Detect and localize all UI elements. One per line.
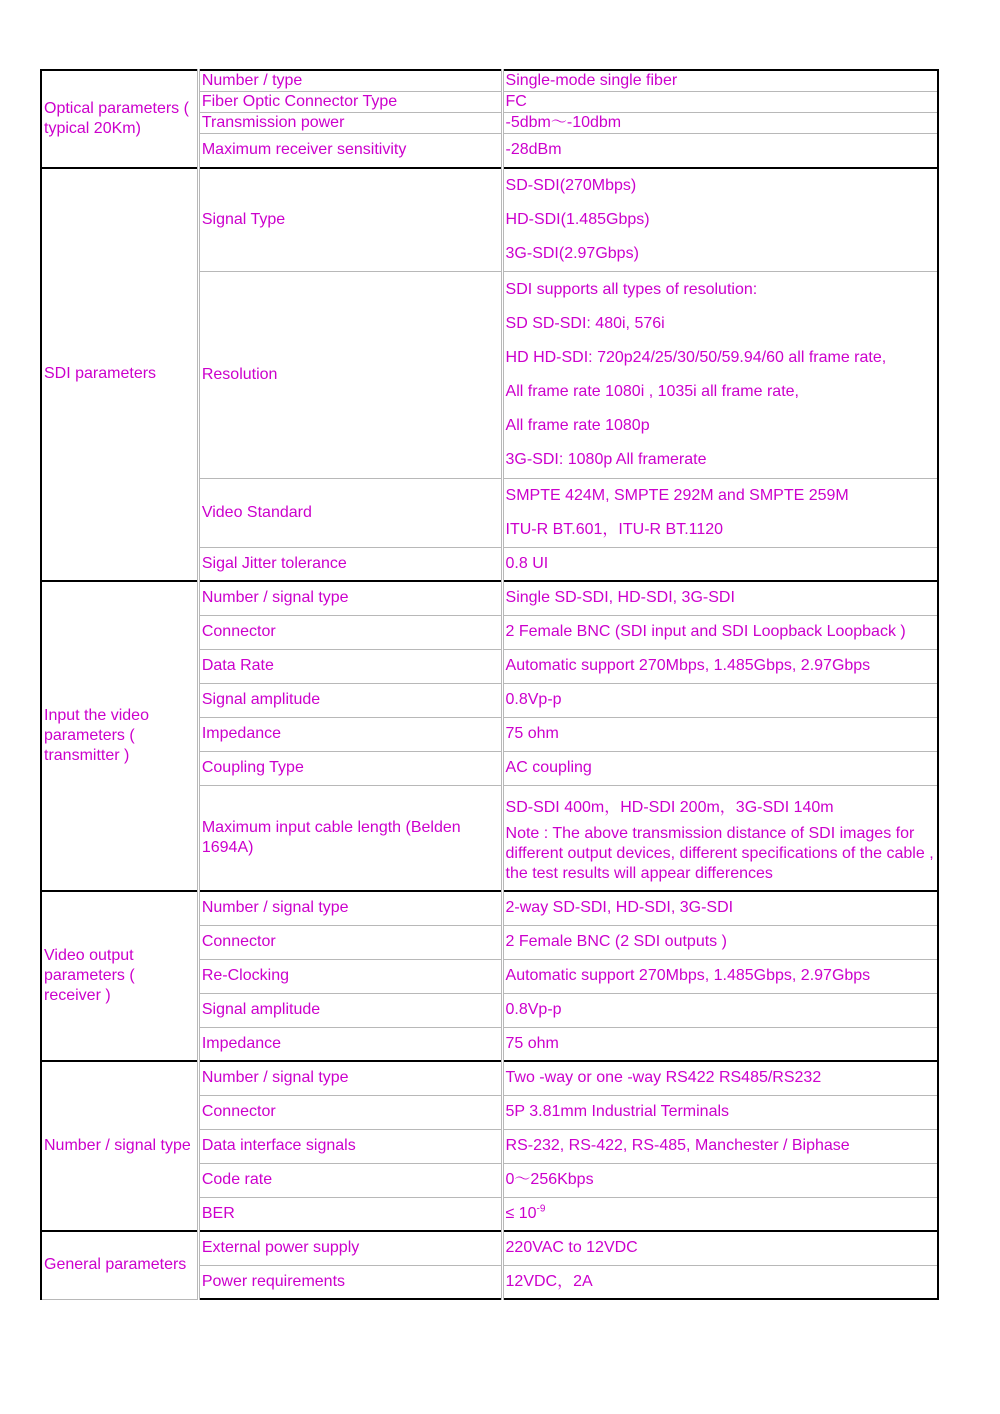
param-cell: Signal Type — [198, 168, 502, 272]
value-line: HD HD-SDI: 720p24/25/30/50/59.94/60 all frame rate, — [505, 348, 887, 366]
table-row — [41, 1061, 938, 1095]
param-cell: Sigal Jitter tolerance — [198, 547, 502, 581]
param-cell: Number / type — [198, 70, 502, 92]
table-row — [41, 581, 938, 615]
value-line: 3G-SDI: 1080p All framerate — [505, 450, 707, 468]
value-cell — [502, 478, 938, 547]
value-cell: 0.8 UI — [502, 547, 938, 581]
param-cell: Number / signal type — [198, 891, 502, 925]
param-cell: Maximum receiver sensitivity — [198, 134, 502, 168]
value-line: ITU-R BT.601，ITU-R BT.1120 — [505, 520, 724, 538]
value-cell: 0.8Vp-p — [502, 683, 938, 717]
value-cell: Automatic support 270Mbps, 1.485Gbps, 2.97Gbps — [502, 649, 938, 683]
param-cell: Data Rate — [198, 649, 502, 683]
param-cell: External power supply — [198, 1231, 502, 1265]
value-cell: Single-mode single fiber — [502, 70, 938, 92]
note-text: Note : The above transmission distance of SDI images for different output devices, different specifications of the cable , the test results will appear differences — [505, 824, 934, 882]
value-line: All frame rate 1080i , 1035i all frame rate, — [505, 382, 799, 400]
value-cell: Automatic support 270Mbps, 1.485Gbps, 2.97Gbps — [502, 959, 938, 993]
value-line: SMPTE 424M, SMPTE 292M and SMPTE 259M — [505, 486, 849, 504]
param-cell: Number / signal type — [198, 1061, 502, 1095]
value-cell: Two -way or one -way RS422 RS485/RS232 — [502, 1061, 938, 1095]
category-data: Number / signal type — [41, 1061, 198, 1231]
value-line: SDI supports all types of resolution: — [505, 280, 758, 298]
category-video-output: Video output parameters ( receiver ) — [41, 891, 198, 1061]
value-cell: 2 Female BNC (2 SDI outputs ) — [502, 925, 938, 959]
param-cell: Resolution — [198, 271, 502, 478]
value-cell: 12VDC，2A — [502, 1265, 938, 1299]
value-cell — [502, 168, 938, 272]
table-row — [41, 1231, 938, 1265]
param-cell: Coupling Type — [198, 751, 502, 785]
param-cell: Impedance — [198, 717, 502, 751]
param-cell: Fiber Optic Connector Type — [198, 92, 502, 113]
value-cell — [502, 785, 938, 891]
value-line: SD-SDI(270Mbps) — [505, 176, 637, 194]
category-general: General parameters — [41, 1231, 198, 1299]
ber-exponent: -9 — [536, 1203, 546, 1215]
value-cell: 5P 3.81mm Industrial Terminals — [502, 1095, 938, 1129]
category-sdi: SDI parameters — [41, 168, 198, 582]
value-line: SD SD-SDI: 480i, 576i — [505, 314, 665, 332]
value-cell: 0～256Kbps — [502, 1163, 938, 1197]
value-cell: -28dBm — [502, 134, 938, 168]
param-cell: Transmission power — [198, 113, 502, 134]
param-cell: Signal amplitude — [198, 683, 502, 717]
category-optical: Optical parameters ( typical 20Km) — [41, 70, 198, 168]
param-cell: Connector — [198, 1095, 502, 1129]
table-row — [41, 891, 938, 925]
value-cell: RS-232, RS-422, RS-485, Manchester / Biphase — [502, 1129, 938, 1163]
table-row — [41, 168, 938, 272]
value-cell — [502, 271, 938, 478]
value-cell — [502, 1197, 938, 1231]
param-cell: Maximum input cable length (Belden 1694A) — [198, 785, 502, 891]
param-cell: Data interface signals — [198, 1129, 502, 1163]
value-line: All frame rate 1080p — [505, 416, 650, 434]
value-cell: 2 Female BNC (SDI input and SDI Loopback Loopback ) — [502, 615, 938, 649]
value-cell: 75 ohm — [502, 717, 938, 751]
value-line: SD-SDI 400m，HD-SDI 200m，3G-SDI 140m — [505, 798, 834, 816]
param-cell: Connector — [198, 925, 502, 959]
specification-table — [40, 69, 939, 1300]
value-cell: 75 ohm — [502, 1027, 938, 1061]
ber-value: ≤ 10 — [505, 1204, 537, 1222]
value-cell: 0.8Vp-p — [502, 993, 938, 1027]
param-cell: Number / signal type — [198, 581, 502, 615]
param-cell: Connector — [198, 615, 502, 649]
value-line: HD-SDI(1.485Gbps) — [505, 210, 650, 228]
category-input-video: Input the video parameters ( transmitter ) — [41, 581, 198, 891]
param-cell: Re-Clocking — [198, 959, 502, 993]
value-cell: AC coupling — [502, 751, 938, 785]
param-cell: Code rate — [198, 1163, 502, 1197]
value-cell: FC — [502, 92, 938, 113]
value-cell: -5dbm～-10dbm — [502, 113, 938, 134]
table-row — [41, 70, 938, 92]
param-cell: Impedance — [198, 1027, 502, 1061]
value-cell: 2-way SD-SDI, HD-SDI, 3G-SDI — [502, 891, 938, 925]
param-cell: Power requirements — [198, 1265, 502, 1299]
param-cell: Video Standard — [198, 478, 502, 547]
value-cell: Single SD-SDI, HD-SDI, 3G-SDI — [502, 581, 938, 615]
value-line: 3G-SDI(2.97Gbps) — [505, 244, 639, 262]
param-cell: BER — [198, 1197, 502, 1231]
value-cell: 220VAC to 12VDC — [502, 1231, 938, 1265]
param-cell: Signal amplitude — [198, 993, 502, 1027]
